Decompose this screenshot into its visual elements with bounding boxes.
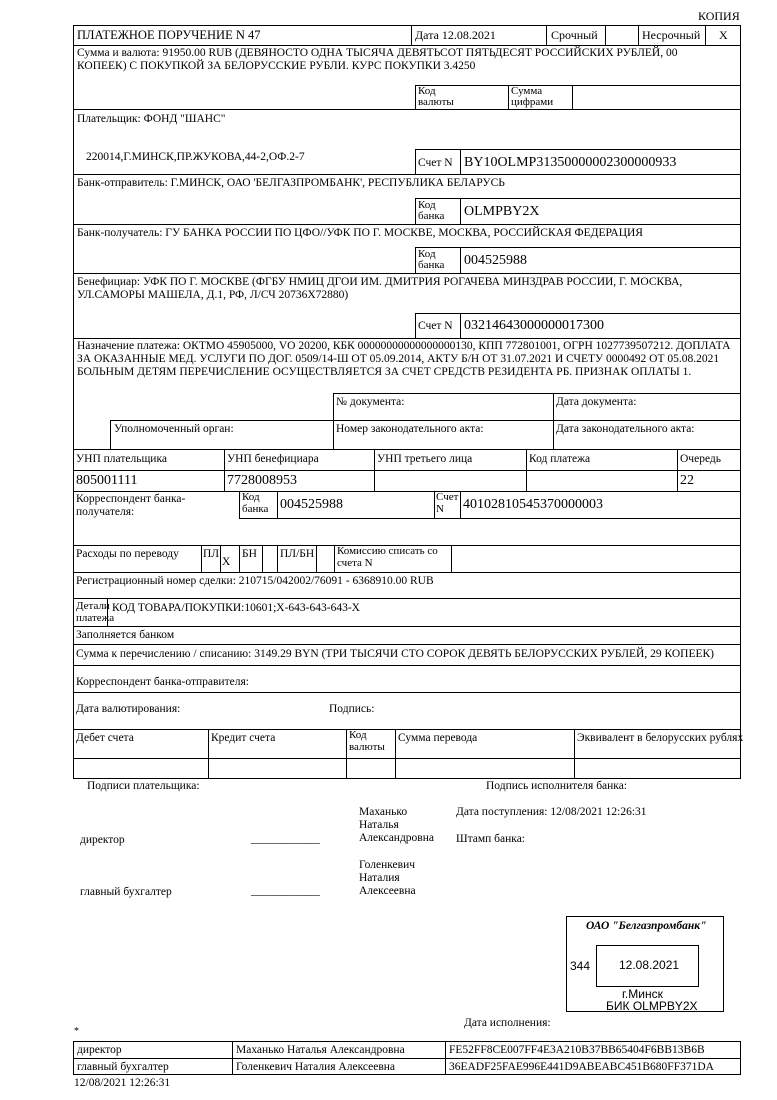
payer-account-label: Счет N [418, 157, 453, 169]
authority-label: Уполномоченный орган: [114, 423, 234, 435]
expenses-bn: БН [242, 548, 257, 560]
stamp-city: г.Минск [622, 987, 663, 1001]
unp-third-label: УНП третьего лица [377, 453, 473, 465]
ledger-equivalent: Эквивалент в белорусских рублях [577, 732, 744, 744]
ledger-currency: Код валюты [349, 729, 385, 753]
correspondent-account: 40102810545370000003 [463, 497, 603, 512]
asterisk: * [74, 1026, 79, 1037]
ledger-credit: Кредит счета [211, 732, 276, 744]
doc-number-label: № документа: [336, 396, 405, 408]
sender-correspondent-label: Корреспондент банка-отправителя: [76, 676, 249, 688]
digital-role: директор [77, 1044, 122, 1056]
value-date-label: Дата валютирования: [76, 703, 181, 715]
law-date-label: Дата законодательного акта: [556, 423, 695, 435]
expenses-mark: X [222, 556, 231, 568]
bank-fill-label: Заполняется банком [76, 629, 175, 641]
sum-digits-label: Сумма цифрами [511, 85, 554, 108]
stamp-number: 344 [570, 959, 591, 973]
transfer-sum: Сумма к перечислению / списанию: 3149.29 BYN (ТРИ ТЫСЯЧИ СТО СОРОК ДЕВЯТЬ БЕЛОРУССКИХ РУБЛЕЙ, 29 КОПЕЕК) [76, 648, 714, 660]
stamp-label: Штамп банка: [456, 833, 525, 845]
payer-address: 220014,Г.МИНСК,ПР.ЖУКОВА,44-2,ОФ.2-7 [86, 151, 305, 163]
digital-name: Маханько Наталья Александровна [236, 1044, 405, 1056]
stamp-bik: БИК OLMPBY2X [606, 999, 698, 1013]
unp-payer-label: УНП плательщика [76, 453, 167, 465]
recipient-bank-code-label: Код банка [418, 248, 445, 271]
correspondent-label: Корреспондент банка-получателя: [76, 493, 186, 519]
correspondent-code: 004525988 [280, 497, 343, 512]
ledger-debit: Дебет счета [76, 732, 134, 744]
copy-mark: КОПИЯ [698, 9, 740, 23]
details-label: Детали платежа [76, 600, 115, 625]
signature-label: Подпись: [329, 703, 375, 715]
beneficiary-label: Бенефициар: УФК ПО Г. МОСКВЕ (ФГБУ НМИЦ ДГОИ ИМ. ДМИТРИЯ РОГАЧЕВА МИНЗДРАВ РОССИИ, Г. МОСКВА, УЛ.САМОРЫ МАШЕЛА, Д.1, РФ, Л/СЧ 20736Х72880) [77, 276, 683, 302]
unp-beneficiary-label: УНП бенефициара [227, 453, 319, 465]
form-title: ПЛАТЕЖНОЕ ПОРУЧЕНИЕ N 47 [77, 28, 261, 42]
queue-value: 22 [680, 473, 694, 488]
beneficiary-account-label: Счет N [418, 320, 453, 332]
digital-hash: 36EADF25FAE996E441D9ABEABC451B680FF371DA [449, 1061, 714, 1073]
accountant-name: Голенкевич Наталия Алексеевна [359, 859, 416, 898]
unp-payer: 805001111 [76, 473, 138, 488]
sender-bank-code: OLMPBY2X [464, 204, 540, 219]
payer-label: Плательщик: ФОНД "ШАНС" [77, 113, 226, 125]
details-value: КОД ТОВАРА/ПОКУПКИ:10601;Х-643-643-643-Х [112, 602, 360, 614]
footer-timestamp: 12/08/2021 12:26:31 [74, 1077, 171, 1089]
expenses-plbn: ПЛ/БН [280, 548, 315, 560]
payer-account: BY10OLMP31350000002300000933 [464, 155, 677, 170]
director-name: Маханько Наталья Александровна [359, 806, 434, 845]
unp-beneficiary: 7728008953 [227, 473, 297, 488]
recipient-bank-label: Банк-получатель: ГУ БАНКА РОССИИ ПО ЦФО//УФК ПО Г. МОСКВЕ, МОСКВА, РОССИЙСКАЯ ФЕДЕРАЦИЯ [77, 227, 643, 239]
doc-date-label: Дата документа: [556, 396, 637, 408]
correspondent-account-label: Счет N [436, 491, 459, 515]
payment-code-label: Код платежа [529, 453, 591, 465]
expenses-label: Расходы по переводу [76, 548, 179, 560]
bank-signature-title: Подпись исполнителя банка: [486, 780, 628, 792]
digital-hash: FE52FF8CE007FF4E3A210B37BB65404F6BB13B6B [449, 1044, 705, 1056]
sender-bank-code-label: Код банка [418, 199, 445, 222]
urgent-label: Срочный [551, 28, 598, 42]
payment-purpose: Назначение платежа: ОКТМО 45905000, VO 20200, КБК 00000000000000000130, КПП 772801001, ОГРН 1027739507212. ДОПЛАТА ЗА ОКАЗАННЫЕ МЕД. УСЛУГИ ПО ДОГ. 0509/14-Ш ОТ 05.09.2014, АКТУ Б/Н ОТ 31.07.2021 И СЧЕТУ 0000492 ОТ 05.08.2021 БОЛЬНЫМ ДЕТЯМ ПЕРЕЧИСЛЕНИЕ ОСУЩЕСТВЛЯЕТСЯ ЗА СЧЕТ СРЕДСТВ РЕЗИДЕНТА РБ. ПРИЗНАК ОПЛАТЫ 1. [77, 340, 731, 379]
non-urgent-mark: X [719, 28, 728, 42]
accountant-sign-line: ____________ [251, 885, 320, 897]
ledger-amount: Сумма перевода [398, 732, 478, 744]
received-date: Дата поступления: 12/08/2021 12:26:31 [456, 806, 647, 818]
deal-number: Регистрационный номер сделки: 210715/042002/76091 - 6368910.00 RUB [76, 575, 434, 587]
law-number-label: Номер законодательного акта: [336, 423, 484, 435]
amount-text: Сумма и валюта: 91950.00 RUB (ДЕВЯНОСТО ОДНА ТЫСЯЧА ДЕВЯТЬСОТ ПЯТЬДЕСЯТ РОССИЙСКИХ РУБЛЕЙ, 00 КОПЕЕК) С ПОКУПКОЙ ЗА БЕЛОРУССКИЕ РУБЛИ. КУРС ПОКУПКИ 3.4250 [77, 47, 678, 73]
commission-label: Комиссию списать со счета N [337, 545, 438, 569]
stamp-date: 12.08.2021 [619, 958, 680, 972]
form-date: Дата 12.08.2021 [415, 28, 496, 42]
expenses-pl: ПЛ [203, 548, 220, 560]
director-role: директор [80, 834, 125, 846]
digital-role: главный бухгалтер [77, 1061, 169, 1073]
director-sign-line: ____________ [251, 833, 320, 845]
payer-signatures-title: Подписи плательщика: [87, 780, 200, 792]
currency-code-label: Код валюты [418, 85, 454, 108]
sender-bank-label: Банк-отправитель: Г.МИНСК, ОАО 'БЕЛГАЗПРОМБАНК', РЕСПУБЛИКА БЕЛАРУСЬ [77, 177, 505, 189]
recipient-bank-code: 004525988 [464, 253, 527, 268]
queue-label: Очередь [680, 453, 721, 465]
beneficiary-account: 03214643000000017300 [464, 318, 604, 333]
stamp-bank-name: ОАО "Белгазпромбанк" [586, 920, 707, 932]
accountant-role: главный бухгалтер [80, 886, 172, 898]
correspondent-code-label: Код банка [242, 491, 269, 515]
digital-name: Голенкевич Наталия Алексеевна [236, 1061, 396, 1073]
non-urgent-label: Несрочный [642, 28, 701, 42]
exec-date-label: Дата исполнения: [464, 1017, 551, 1029]
